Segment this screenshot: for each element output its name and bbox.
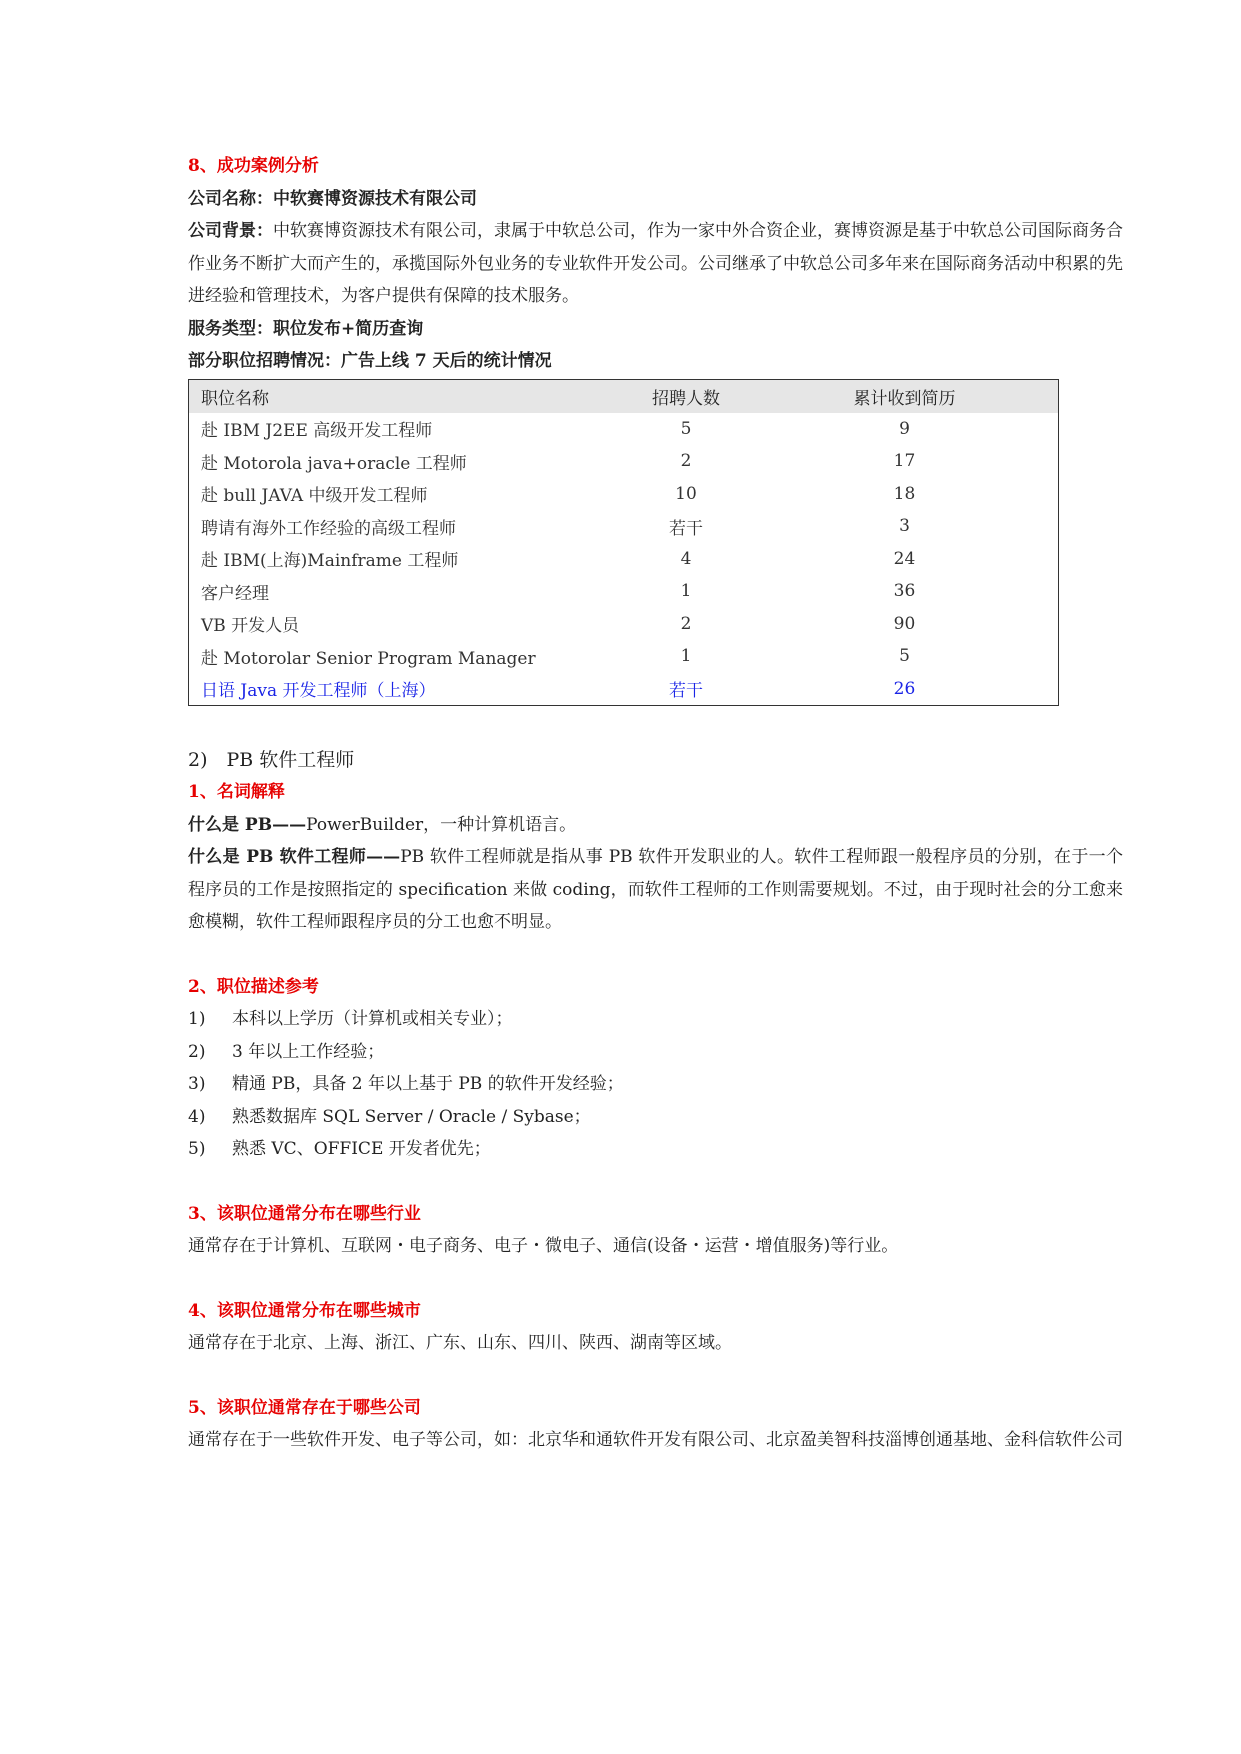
cell-resumes: 9 [899,418,910,439]
cell-position: 赴 Motorolar Senior Program Manager [201,648,536,669]
spacer [188,1166,1123,1198]
company-background [188,215,1123,313]
company-name: 中软赛博资源技术有限公司 [273,188,477,209]
cell-openings: 1 [680,581,692,602]
list-item [188,1003,1123,1036]
def2-para [188,841,1123,939]
cell-openings: 1 [680,646,692,667]
cell-resumes: 26 [893,678,916,699]
list-number: 5) [188,1139,206,1159]
list-number: 4) [188,1106,206,1127]
service-text: 职位发布+简历查询 [273,318,424,339]
header-resumes: 累计收到简历 [751,379,1059,413]
spacer [188,939,1123,971]
def1-text: PowerBuilder，一种计算机语言。 [306,814,577,835]
list-number: 1) [188,1009,206,1029]
cell-openings: 4 [680,548,692,569]
case-heading: 8、成功案例分析 [188,156,319,176]
cell-openings: 5 [680,418,692,439]
cell-position: 日语 Java 开发工程师（上海） [201,681,436,702]
s3-heading: 3、该职位通常分布在哪些行业 [188,1203,421,1224]
cell-position: 赴 bull JAVA 中级开发工程师 [201,486,428,507]
list-text: 精通 PB，具备 2 年以上基于 PB 的软件开发经验； [232,1074,624,1094]
cell-openings: 2 [680,451,692,472]
s2-heading: 2、职位描述参考 [188,976,319,997]
table-header-row [189,379,1059,413]
spacer [188,1263,1123,1295]
cell-resumes: 24 [893,548,916,569]
background-text: 中软赛博资源技术有限公司，隶属于中软总公司，作为一家中外合资企业，赛博资源是基于中软总公司国际商务合作业务不断扩大而产生的，承揽国际外包业务的专业软件开发公司。公司继承了中软总公司多年来在国际商务活动中积累的先进经验和管理技术，为客户提供有保障的技术服务。 [188,221,1123,306]
spacer [188,1360,1123,1392]
table-row [189,413,1059,446]
cell-resumes: 18 [893,483,916,504]
list-text: 熟悉 VC、OFFICE 开发者优先； [232,1139,491,1159]
cell-openings: 若干 [669,518,703,539]
def2-text: PB 软件工程师就是指从事 PB 软件开发职业的人。软件工程师跟一般程序员的分别，在于一个程序员的工作是按照指定的 specification 来做 coding，而软件工程师的工作则需要规划。不过，由于现时社会的分工愈来愈模糊，软件工程师跟程序员的分工也愈不明显。 [188,847,1123,932]
company-line [188,183,1123,216]
stats-caption: 部分职位招聘情况：广告上线 7 天后的统计情况 [188,351,552,371]
cell-resumes: 3 [899,516,910,537]
list-item [188,1036,1123,1069]
document-page [188,150,1123,1457]
cell-resumes: 5 [899,646,910,667]
table-row [189,510,1059,543]
cell-openings: 若干 [669,681,703,702]
header-position: 职位名称 [189,379,622,413]
table-row [189,543,1059,576]
list-item [188,1133,1123,1166]
list-item [188,1068,1123,1101]
table-row [189,575,1059,608]
recruitment-table [188,379,1059,707]
list-number: 2) [188,1041,206,1062]
cell-resumes: 17 [893,451,916,472]
cell-position: 聘请有海外工作经验的高级工程师 [201,518,456,539]
list-text: 本科以上学历（计算机或相关专业）； [232,1009,513,1029]
cell-openings: 2 [680,613,692,634]
background-label: 公司背景： [188,221,273,241]
service-label: 服务类型： [188,318,273,339]
list-text: 3 年以上工作经验； [232,1041,385,1062]
s4-text: 通常存在于北京、上海、浙江、广东、山东、四川、陕西、湖南等区域。 [188,1333,732,1353]
table-row [189,640,1059,673]
s1-heading: 1、名词解释 [188,782,285,802]
table-row [189,608,1059,641]
company-label: 公司名称： [188,188,273,209]
table-row [189,445,1059,478]
table-row-highlighted [189,673,1059,706]
def1-line [188,809,1123,842]
list-text: 熟悉数据库 SQL Server / Oracle / Sybase； [232,1106,591,1127]
s5-heading: 5、该职位通常存在于哪些公司 [188,1397,421,1418]
list-number: 3) [188,1074,206,1094]
cell-resumes: 36 [893,581,916,602]
cell-position: 客户经理 [201,583,269,604]
table-row [189,478,1059,511]
cell-position: VB 开发人员 [201,616,300,637]
def1-label: 什么是 PB—— [188,814,307,835]
cell-position: 赴 Motorola java+oracle 工程师 [201,453,467,474]
s4-heading: 4、该职位通常分布在哪些城市 [188,1300,421,1321]
cell-position: 赴 IBM J2EE 高级开发工程师 [201,421,433,442]
s3-text: 通常存在于计算机、互联网・电子商务、电子・微电子、通信(设备・运营・增值服务)等行业。 [188,1236,899,1256]
cell-position: 赴 IBM(上海)Mainframe 工程师 [201,551,459,572]
header-openings: 招聘人数 [621,379,751,413]
def2-label: 什么是 PB 软件工程师—— [188,847,401,867]
cell-resumes: 90 [893,613,916,634]
cell-openings: 10 [675,483,697,504]
service-line [188,313,1123,346]
list-item [188,1101,1123,1134]
s5-text: 通常存在于一些软件开发、电子等公司，如：北京华和通软件开发有限公司、北京盈美智科技淄博创通基地、金科信软件公司 [188,1430,1123,1450]
pb-section-title: 2) PB 软件工程师 [188,749,355,771]
